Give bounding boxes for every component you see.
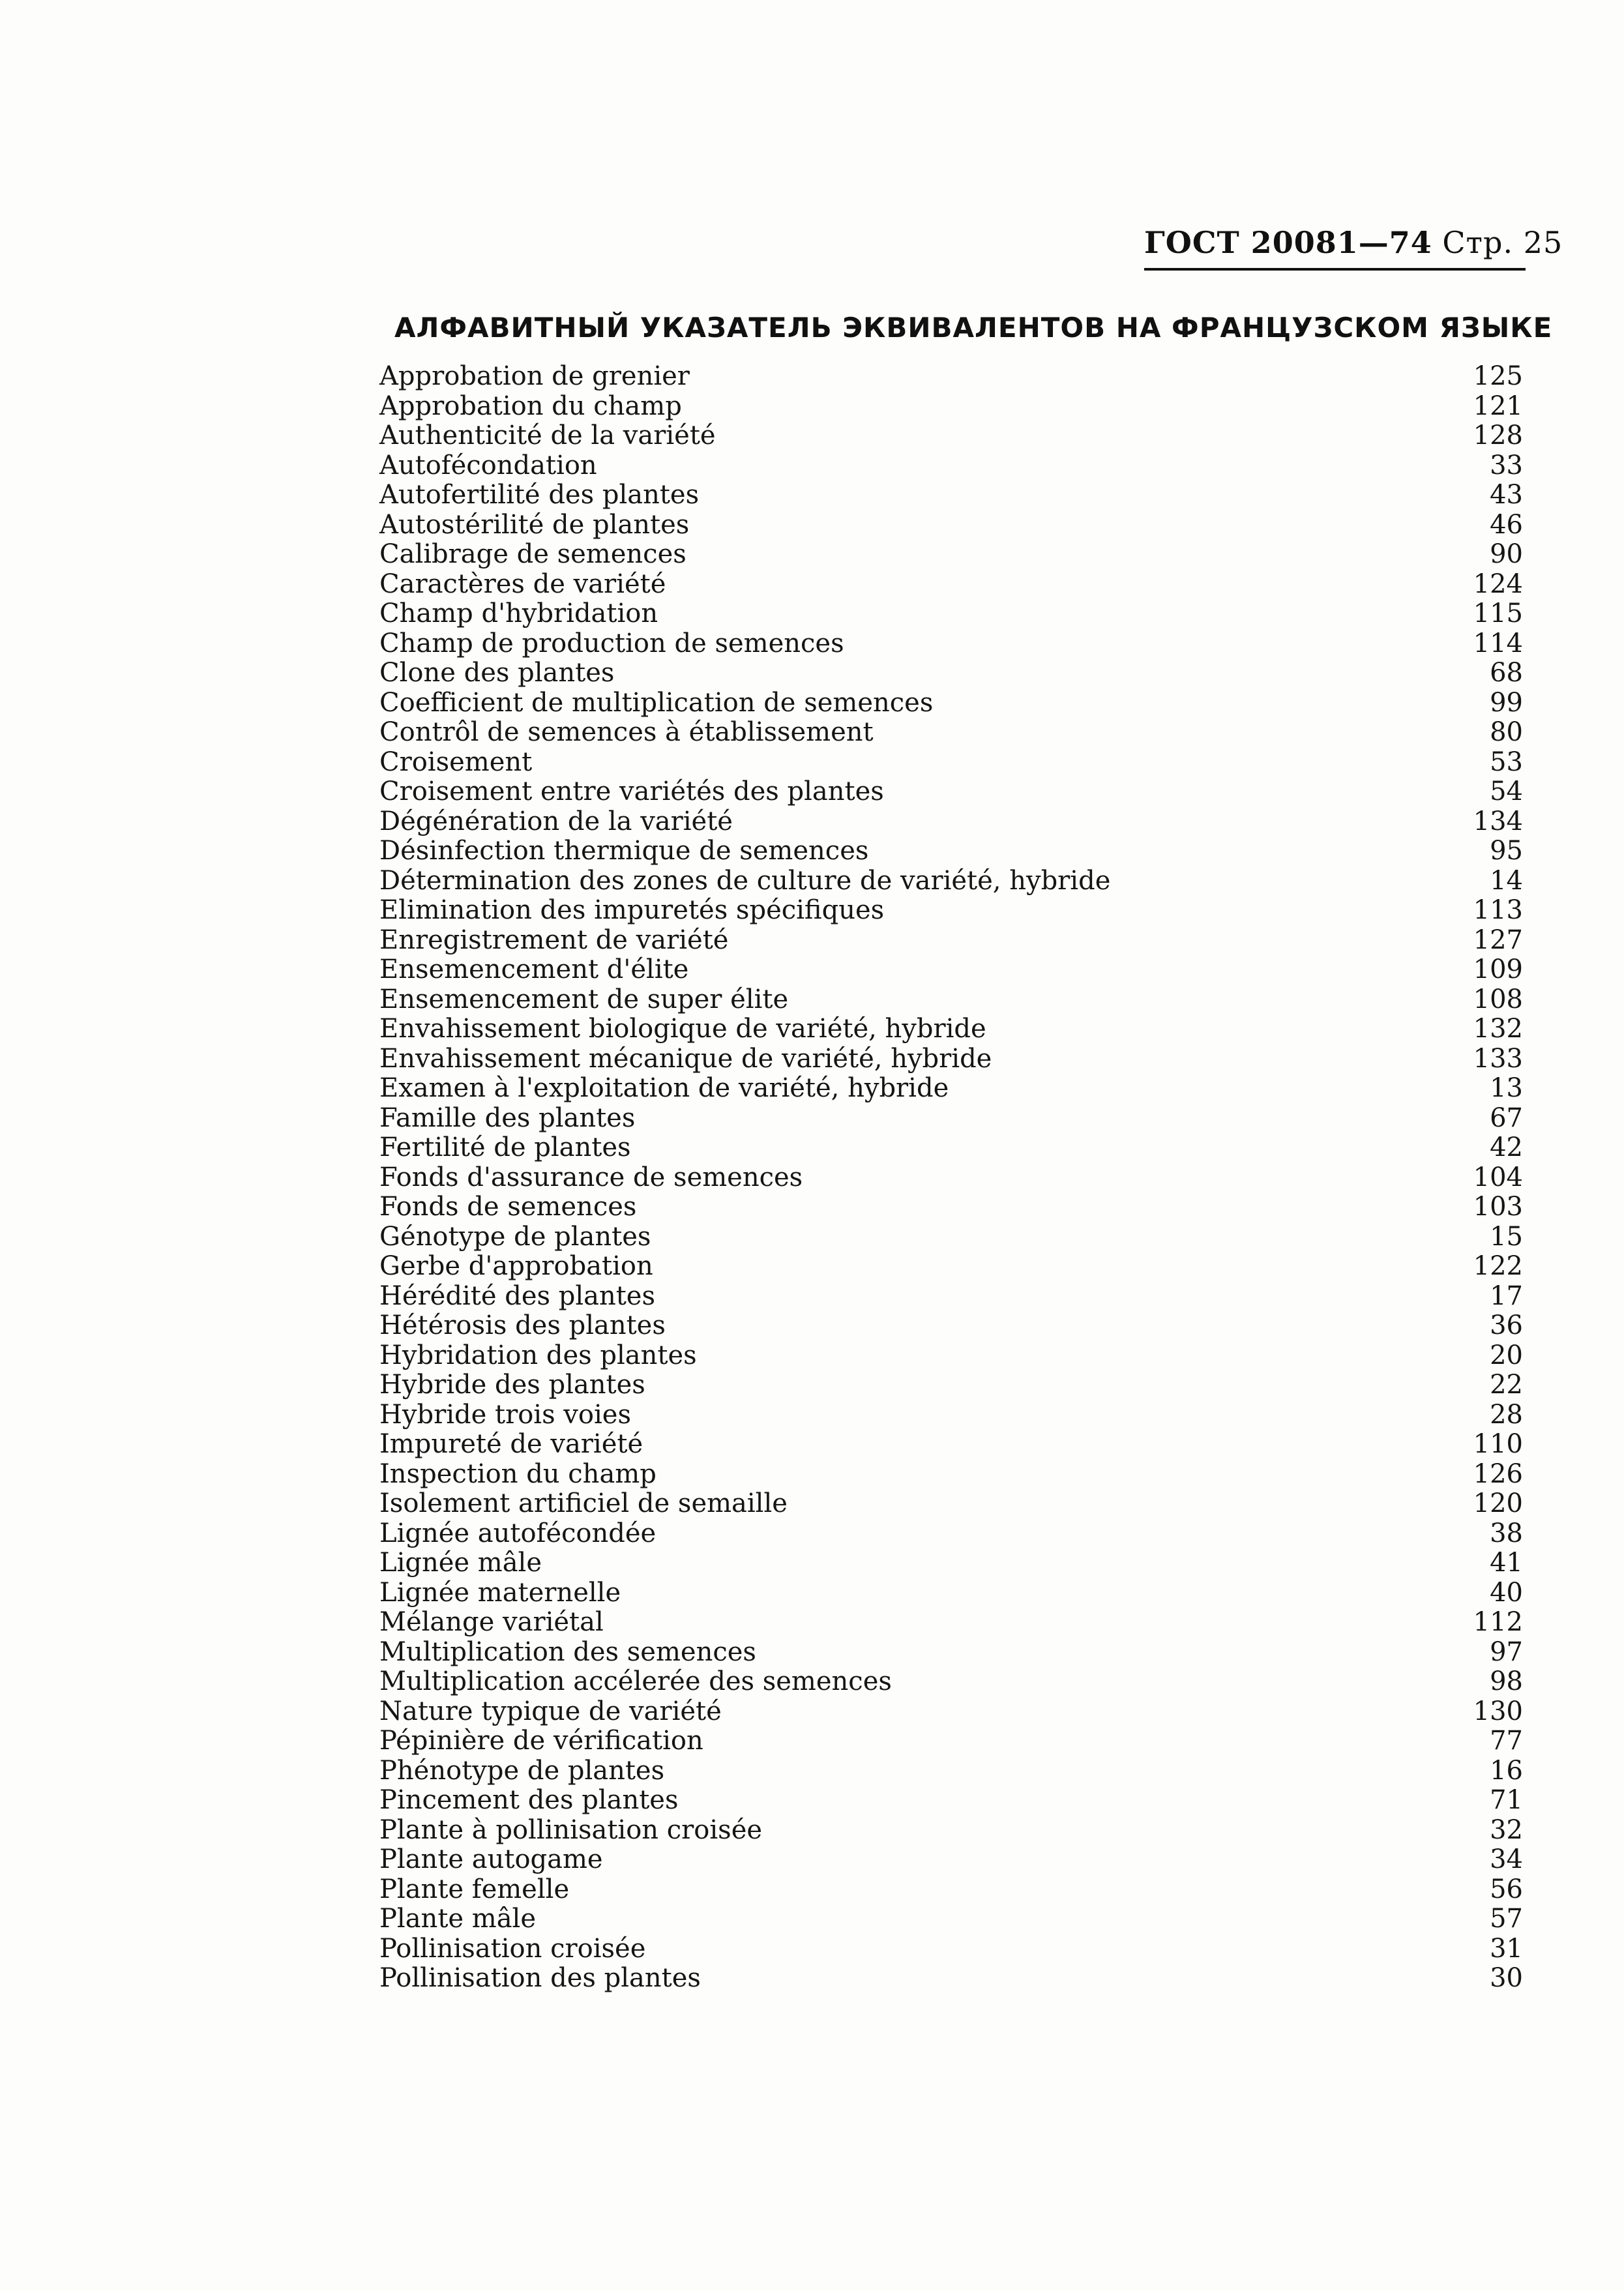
index-term: Nature typique de variété: [379, 1696, 722, 1726]
index-entry: [0, 1222, 1624, 1252]
index-term: Dégénération de la variété: [379, 806, 733, 836]
index-entry: [0, 1667, 1624, 1697]
index-entry: [0, 1726, 1624, 1756]
index-term: Désinfection thermique de semences: [379, 836, 869, 866]
index-term-number: 99: [1490, 687, 1523, 718]
index-term: Croisement entre variétés des plantes: [379, 776, 884, 806]
index-term-number: 132: [1473, 1014, 1523, 1044]
index-term: Autofertilité des plantes: [379, 480, 700, 510]
index-term: Plante autogame: [379, 1844, 603, 1874]
index-term: Envahissement biologique de variété, hybride: [379, 1014, 986, 1044]
index-entry: [0, 570, 1624, 600]
index-term: Gerbe d'approbation: [379, 1251, 653, 1281]
index-entry: [0, 1341, 1624, 1371]
index-term-number: 114: [1473, 628, 1523, 658]
index-term-number: 31: [1490, 1933, 1523, 1964]
index-entry: [0, 1489, 1624, 1519]
index-entry: [0, 1578, 1624, 1608]
index-entry: [0, 1548, 1624, 1578]
index-entry: [0, 896, 1624, 926]
index-term-number: 128: [1473, 421, 1523, 451]
index-term: Elimination des impuretés spécifiques: [379, 895, 885, 925]
index-term-number: 53: [1490, 746, 1523, 777]
index-term-number: 17: [1490, 1280, 1523, 1311]
index-entry: [0, 866, 1624, 896]
index-term: Calibrage de semences: [379, 539, 687, 569]
index-entry: [0, 1786, 1624, 1816]
index-term: Ensemencement de super élite: [379, 984, 789, 1014]
index-entry: [0, 421, 1624, 451]
index-term-number: 109: [1473, 954, 1523, 984]
index-term: Hétérosis des plantes: [379, 1310, 666, 1340]
index-term: Champ de production de semences: [379, 628, 844, 658]
index-term-number: 71: [1490, 1785, 1523, 1815]
index-entry: [0, 1014, 1624, 1044]
index-term-number: 15: [1490, 1221, 1523, 1252]
index-list: [0, 362, 1624, 1994]
index-entry: [0, 1282, 1624, 1312]
index-term-number: 40: [1490, 1577, 1523, 1608]
index-term-number: 103: [1473, 1192, 1523, 1222]
index-term: Approbation de grenier: [379, 361, 690, 391]
index-entry: [0, 1430, 1624, 1460]
index-term: Pollinisation croisée: [379, 1933, 646, 1964]
index-term-number: 120: [1473, 1488, 1523, 1518]
index-entry: [0, 1816, 1624, 1846]
index-term-number: 108: [1473, 984, 1523, 1014]
index-entry: [0, 1756, 1624, 1786]
index-entry: [0, 1163, 1624, 1193]
index-entry: [0, 540, 1624, 570]
index-term-number: 13: [1490, 1073, 1523, 1103]
index-term: Phénotype de plantes: [379, 1755, 665, 1786]
index-term-number: 134: [1473, 806, 1523, 836]
index-term: Authenticité de la variété: [379, 421, 716, 451]
index-term-number: 121: [1473, 391, 1523, 421]
index-term-number: 112: [1473, 1607, 1523, 1637]
index-entry: [0, 1460, 1624, 1490]
page-header: [1144, 225, 1563, 260]
index-term-number: 54: [1490, 776, 1523, 806]
index-term: Coefficient de multiplication de semences: [379, 687, 934, 718]
index-term: Lignée mâle: [379, 1548, 542, 1578]
index-term-number: 22: [1490, 1370, 1523, 1400]
index-entry: [0, 807, 1624, 837]
index-term-number: 43: [1490, 480, 1523, 510]
index-entry: [0, 1192, 1624, 1222]
index-term: Multiplication accélerée des semences: [379, 1666, 892, 1696]
index-entry: [0, 1934, 1624, 1964]
index-entry: [0, 1074, 1624, 1104]
standard-number: ГОСТ 20081—74: [1144, 225, 1432, 260]
index-term-number: 130: [1473, 1696, 1523, 1726]
index-term: Lignée maternelle: [379, 1577, 621, 1608]
index-term: Inspection du champ: [379, 1458, 657, 1489]
index-term: Examen à l'exploitation de variété, hybride: [379, 1073, 949, 1103]
index-entry: [0, 1904, 1624, 1934]
index-entry: [0, 1104, 1624, 1134]
index-term-number: 113: [1473, 895, 1523, 925]
index-term-number: 32: [1490, 1814, 1523, 1845]
index-term: Envahissement mécanique de variété, hybride: [379, 1043, 992, 1074]
index-entry: [0, 777, 1624, 807]
index-entry: [0, 1311, 1624, 1341]
index-term-number: 57: [1490, 1904, 1523, 1934]
index-entry: [0, 658, 1624, 688]
index-term-number: 41: [1490, 1548, 1523, 1578]
index-entry: [0, 748, 1624, 778]
index-term-number: 104: [1473, 1162, 1523, 1192]
index-term: Pollinisation des plantes: [379, 1963, 701, 1993]
index-entry: [0, 1133, 1624, 1163]
index-entry: [0, 1697, 1624, 1727]
index-entry: [0, 1875, 1624, 1905]
index-entry: [0, 718, 1624, 748]
index-entry: [0, 1370, 1624, 1400]
index-term: Multiplication des semences: [379, 1636, 756, 1667]
index-term-number: 125: [1473, 361, 1523, 391]
index-term-number: 133: [1473, 1043, 1523, 1074]
index-term-number: 124: [1473, 569, 1523, 599]
index-entry: [0, 1845, 1624, 1875]
index-term: Clone des plantes: [379, 658, 615, 688]
index-entry: [0, 688, 1624, 718]
header-rule: [1144, 268, 1526, 271]
index-term-number: 122: [1473, 1251, 1523, 1281]
index-entry: [0, 392, 1624, 422]
index-term-number: 14: [1490, 865, 1523, 896]
index-term: Pépinière de vérification: [379, 1726, 703, 1756]
index-entry: [0, 926, 1624, 956]
index-term-number: 97: [1490, 1636, 1523, 1667]
index-term: Famille des plantes: [379, 1102, 636, 1133]
index-term-number: 67: [1490, 1102, 1523, 1133]
index-entry: [0, 1519, 1624, 1549]
index-term-number: 95: [1490, 836, 1523, 866]
index-term: Lignée autofécondée: [379, 1518, 657, 1548]
index-term: Champ d'hybridation: [379, 599, 658, 628]
index-entry: [0, 955, 1624, 985]
index-entry: [0, 480, 1624, 510]
index-term: Plante mâle: [379, 1904, 537, 1934]
index-term-number: 90: [1490, 539, 1523, 569]
index-term: Hérédité des plantes: [379, 1280, 656, 1311]
index-entry: [0, 599, 1624, 629]
index-term: Fonds de semences: [379, 1192, 637, 1222]
index-entry: [0, 1400, 1624, 1430]
index-term: Croisement: [379, 746, 533, 777]
index-term-number: 80: [1490, 717, 1523, 747]
index-term: Plante femelle: [379, 1874, 570, 1904]
index-term-number: 42: [1490, 1132, 1523, 1162]
index-entry: [0, 985, 1624, 1015]
index-entry: [0, 1608, 1624, 1638]
index-entry: [0, 629, 1624, 659]
index-title: АЛФАВИТНЫЙ УКАЗАТЕЛЬ ЭКВИВАЛЕНТОВ НА ФРАНЦУЗСКОМ ЯЗЫКЕ: [394, 312, 1553, 344]
index-term: Ensemencement d'élite: [379, 954, 689, 984]
index-term: Enregistrement de variété: [379, 924, 729, 955]
index-entry: [0, 451, 1624, 481]
index-term: Détermination des zones de culture de variété, hybride: [379, 865, 1111, 896]
index-entry: [0, 510, 1624, 540]
index-term-number: 127: [1473, 924, 1523, 955]
index-term: Pincement des plantes: [379, 1785, 679, 1815]
index-term-number: 110: [1473, 1429, 1523, 1459]
index-term-number: 77: [1490, 1726, 1523, 1756]
index-term-number: 20: [1490, 1340, 1523, 1370]
index-term: Caractères de variété: [379, 569, 666, 599]
index-term-number: 16: [1490, 1755, 1523, 1786]
index-term: Hybridation des plantes: [379, 1340, 697, 1370]
index-entry: [0, 362, 1624, 392]
index-entry: [0, 1638, 1624, 1668]
index-entry: [0, 1964, 1624, 1994]
index-term-number: 98: [1490, 1666, 1523, 1696]
index-term: Autofécondation: [379, 450, 597, 480]
index-term-number: 126: [1473, 1458, 1523, 1489]
index-entry: [0, 1044, 1624, 1074]
index-term: Autostérilité de plantes: [379, 509, 690, 540]
index-entry: [0, 1252, 1624, 1282]
index-term-number: 36: [1490, 1310, 1523, 1340]
index-term: Génotype de plantes: [379, 1221, 651, 1252]
index-term-number: 33: [1490, 450, 1523, 480]
index-term-number: 28: [1490, 1399, 1523, 1430]
index-term: Isolement artificiel de semaille: [379, 1488, 788, 1518]
index-term: Plante à pollinisation croisée: [379, 1814, 763, 1845]
page-number: Стр. 25: [1442, 225, 1563, 260]
index-term: Hybride trois voies: [379, 1399, 631, 1430]
index-term: Impureté de variété: [379, 1429, 643, 1459]
index-term-number: 115: [1473, 599, 1523, 628]
index-term: Fonds d'assurance de semences: [379, 1162, 803, 1192]
index-term: Contrôl de semences à établissement: [379, 717, 874, 747]
index-term: Hybride des plantes: [379, 1370, 645, 1400]
index-term-number: 38: [1490, 1518, 1523, 1548]
index-term-number: 68: [1490, 658, 1523, 688]
index-term: Fertilité de plantes: [379, 1132, 631, 1162]
index-entry: [0, 836, 1624, 866]
index-term-number: 34: [1490, 1844, 1523, 1874]
index-term: Mélange variétal: [379, 1607, 604, 1637]
index-term: Approbation du champ: [379, 391, 682, 421]
index-term-number: 30: [1490, 1963, 1523, 1993]
index-term-number: 46: [1490, 509, 1523, 540]
index-term-number: 56: [1490, 1874, 1523, 1904]
